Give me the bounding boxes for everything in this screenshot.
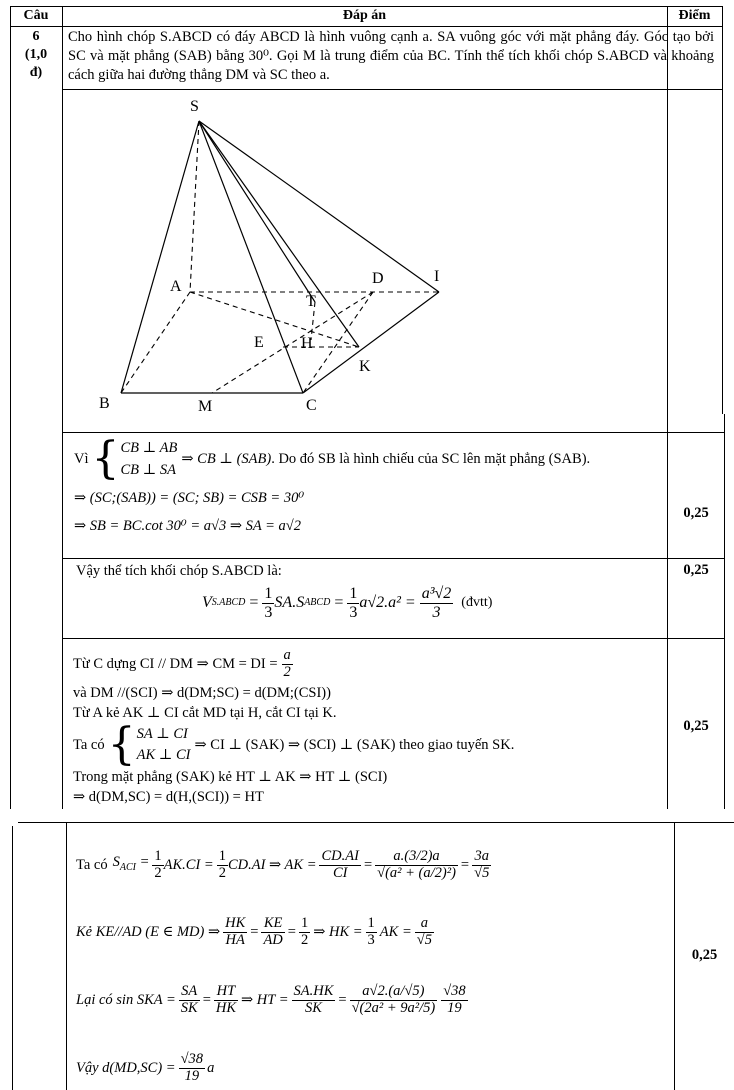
fraction-a-half: $\frac{a}{2}$ <box>283 646 291 680</box>
step1-sys1: CB ⊥ AB <box>120 440 178 456</box>
step2-v: V <box>202 594 212 612</box>
step1-line3: ⇒ SB = BC.cot 30⁰ = a√3 ⇒ SA = a√2 <box>74 518 301 534</box>
question-number <box>10 28 62 82</box>
step3-l5: Trong mặt phẳng (SAK) kẻ HT ⊥ AK ⇒ HT ⊥ (SCI) <box>73 769 388 785</box>
equals-sign: = <box>334 594 344 612</box>
step2-v-sub: S.ABCD <box>211 597 246 609</box>
step1-system <box>121 437 178 481</box>
equals-sign: = <box>287 924 296 940</box>
fraction-3a-sqrt5: $\frac{3a}{√5}$ <box>474 847 490 881</box>
fraction-sa-sk: $\frac{SA}{SK}$ <box>180 982 198 1016</box>
fraction-ht-hk: $\frac{HT}{HK}$ <box>215 982 237 1016</box>
step4-l2b: ⇒ HK = <box>313 924 363 940</box>
grid-line <box>10 6 723 7</box>
s-aci: $S_{ACI}$ = <box>112 854 150 873</box>
step4-l1a: Ta có <box>76 857 108 873</box>
step2-mid: SA.S <box>274 594 305 612</box>
step3-sys1: SA ⊥ CI <box>136 726 188 742</box>
label-C: C <box>306 397 317 413</box>
fraction-ak-value: $\frac{a.(3/2)a}{\text{√(a² + (a/2)²)}}$ <box>377 847 456 881</box>
header-score: Điểm <box>678 8 711 23</box>
step3-l4a: Ta có <box>73 737 105 753</box>
step3-line1 <box>73 645 663 683</box>
grid-line <box>724 414 725 809</box>
grid-line <box>18 822 734 823</box>
step3-score: 0,25 <box>683 718 709 734</box>
step1-text: . Do đó SB là hình chiếu của SC lên mặt phẳng (SAB). <box>271 451 591 467</box>
grid-line <box>12 826 13 1090</box>
fraction-sa-hk: $\frac{SA.HK}{SK}$ <box>293 982 334 1016</box>
step2-mid-sub: ABCD <box>304 597 331 609</box>
equals-sign: = <box>250 924 259 940</box>
step4-line4 <box>76 1048 214 1088</box>
grid-line <box>62 414 63 809</box>
equals-sign: = <box>202 992 211 1008</box>
step2-unit: (đvtt) <box>461 595 493 611</box>
label-H: H <box>301 335 313 352</box>
step4-l1b: AK.CI = <box>163 857 214 873</box>
fraction-volume: $\frac{\text{a³√2}}{3}$ <box>421 585 452 621</box>
label-M: M <box>198 398 213 413</box>
fraction-hk-ha: $\frac{HK}{HA}$ <box>225 914 246 948</box>
question-points-unit: đ) <box>29 65 43 80</box>
step1-sys2: CB ⊥ SA <box>120 462 177 478</box>
step4-l2a: Kẻ KE//AD (E ∈ MD) ⇒ <box>76 924 221 940</box>
fraction-one-third: $\frac{1}{3}$ <box>264 585 273 621</box>
grid-line <box>722 6 723 414</box>
step3-system <box>137 724 191 766</box>
step1-line1 <box>74 433 664 484</box>
step3-l1: Từ C dựng CI // DM ⇒ CM = DI = <box>73 656 278 672</box>
fraction-third: $\frac{1}{3}$ <box>367 914 375 948</box>
fraction-sqrt38-19: $\frac{√38}{19}$ <box>180 1050 204 1084</box>
grid-line <box>10 26 723 27</box>
question-text: Cho hình chóp S.ABCD có đáy ABCD là hình vuông cạnh a. SA vuông góc với mặt phẳng đáy. Góc tạo bởi SC và mặt phẳng (SAB) bằng 30⁰. Gọi M là trung điểm của BC. Tính thể tích khối chóp S.ABCD và khoảng cách giữa hai đường thẳng DM và SC theo a. <box>68 29 714 83</box>
grid-line <box>667 414 668 809</box>
brace-symbol: { <box>91 433 120 484</box>
label-T: T <box>306 293 316 310</box>
fraction-cd-ai: $\frac{CD.AI}{CI}$ <box>321 847 359 881</box>
fraction-sqrt38-19: $\frac{√38}{19}$ <box>443 982 466 1016</box>
equals-sign: = <box>249 594 259 612</box>
step4-line2 <box>76 910 434 954</box>
step3-l2: và DM //(SCI) ⇒ d(DM;SC) = d(DM;(CSI)) <box>73 685 331 701</box>
label-A: A <box>170 278 182 295</box>
grid-line <box>62 638 725 639</box>
label-E: E <box>254 334 264 351</box>
brace-symbol: { <box>107 719 136 770</box>
step2-score: 0,25 <box>683 562 709 578</box>
step3-l3: Từ A kẻ AK ⊥ CI cắt MD tại H, cắt CI tại K. <box>73 705 337 721</box>
grid-line <box>62 558 725 559</box>
step4-l4a: Vậy d(MD,SC) = <box>76 1060 176 1076</box>
label-I: I <box>434 268 440 285</box>
fraction-ht-value: $\frac{a√2.(a/√5)}{\text{√(2a² + 9a²/5)}}$ <box>351 982 436 1016</box>
label-S: S <box>190 98 199 115</box>
step3-sys2: AK ⊥ CI <box>136 747 191 763</box>
fraction-ke-ad: $\frac{KE}{AD}$ <box>263 914 283 948</box>
label-D: D <box>372 270 384 287</box>
fraction-half: $\frac{1}{2}$ <box>154 847 162 881</box>
header-answer: Đáp án <box>342 8 387 23</box>
step3-l4b: ⇒ CI ⊥ (SAK) ⇒ (SCI) ⊥ (SAK) theo giao tuyến SK. <box>194 737 515 753</box>
step2-rhs: a√2.a² = <box>359 594 416 612</box>
step4-line3 <box>76 965 468 1035</box>
step1-conclusion: ⇒ CB ⊥ (SAB) <box>181 451 272 467</box>
step4-score: 0,25 <box>691 947 718 963</box>
step3-l6: ⇒ d(DM,SC) = d(H,(SCI)) = HT <box>73 789 264 805</box>
step3-block <box>73 645 663 807</box>
step1-line2: ⇒ (SC;(SAB)) = (SC; SB) = CSB = 30⁰ <box>74 490 305 506</box>
ak-eq: AK = <box>379 924 412 940</box>
fraction-half: $\frac{1}{2}$ <box>300 914 309 948</box>
fraction-half: $\frac{1}{2}$ <box>218 847 226 881</box>
grid-line <box>62 432 725 433</box>
step3-line4 <box>73 719 663 770</box>
header-question: Câu <box>23 8 49 23</box>
step4-l3a: Lại có sin SKA = <box>76 992 176 1008</box>
equals-sign: = <box>363 857 373 873</box>
fraction-a-sqrt5: $\frac{a}{√5}$ <box>416 914 432 948</box>
label-K: K <box>359 358 371 375</box>
step1-block <box>74 433 664 536</box>
grid-line <box>66 822 67 1090</box>
question-points: (1,0 <box>24 47 48 62</box>
question-number-value: 6 <box>32 29 40 44</box>
pyramid-figure <box>63 90 666 413</box>
step2-intro: Vậy thể tích khối chóp S.ABCD là: <box>76 563 282 579</box>
equals-sign: = <box>460 857 470 873</box>
step1-vi: Vì <box>74 451 89 467</box>
variable-a: a <box>207 1060 215 1076</box>
step1-score: 0,25 <box>683 505 709 521</box>
step2-formula <box>202 585 492 621</box>
label-B: B <box>99 395 110 412</box>
step4-line1 <box>76 830 491 900</box>
step4-l3b: ⇒ HT = <box>241 992 289 1008</box>
equals-sign: = <box>338 992 347 1008</box>
step4-l1c: CD.AI ⇒ AK = <box>227 857 317 873</box>
fraction-one-third: $\frac{1}{3}$ <box>349 585 358 621</box>
grid-line <box>10 414 11 809</box>
